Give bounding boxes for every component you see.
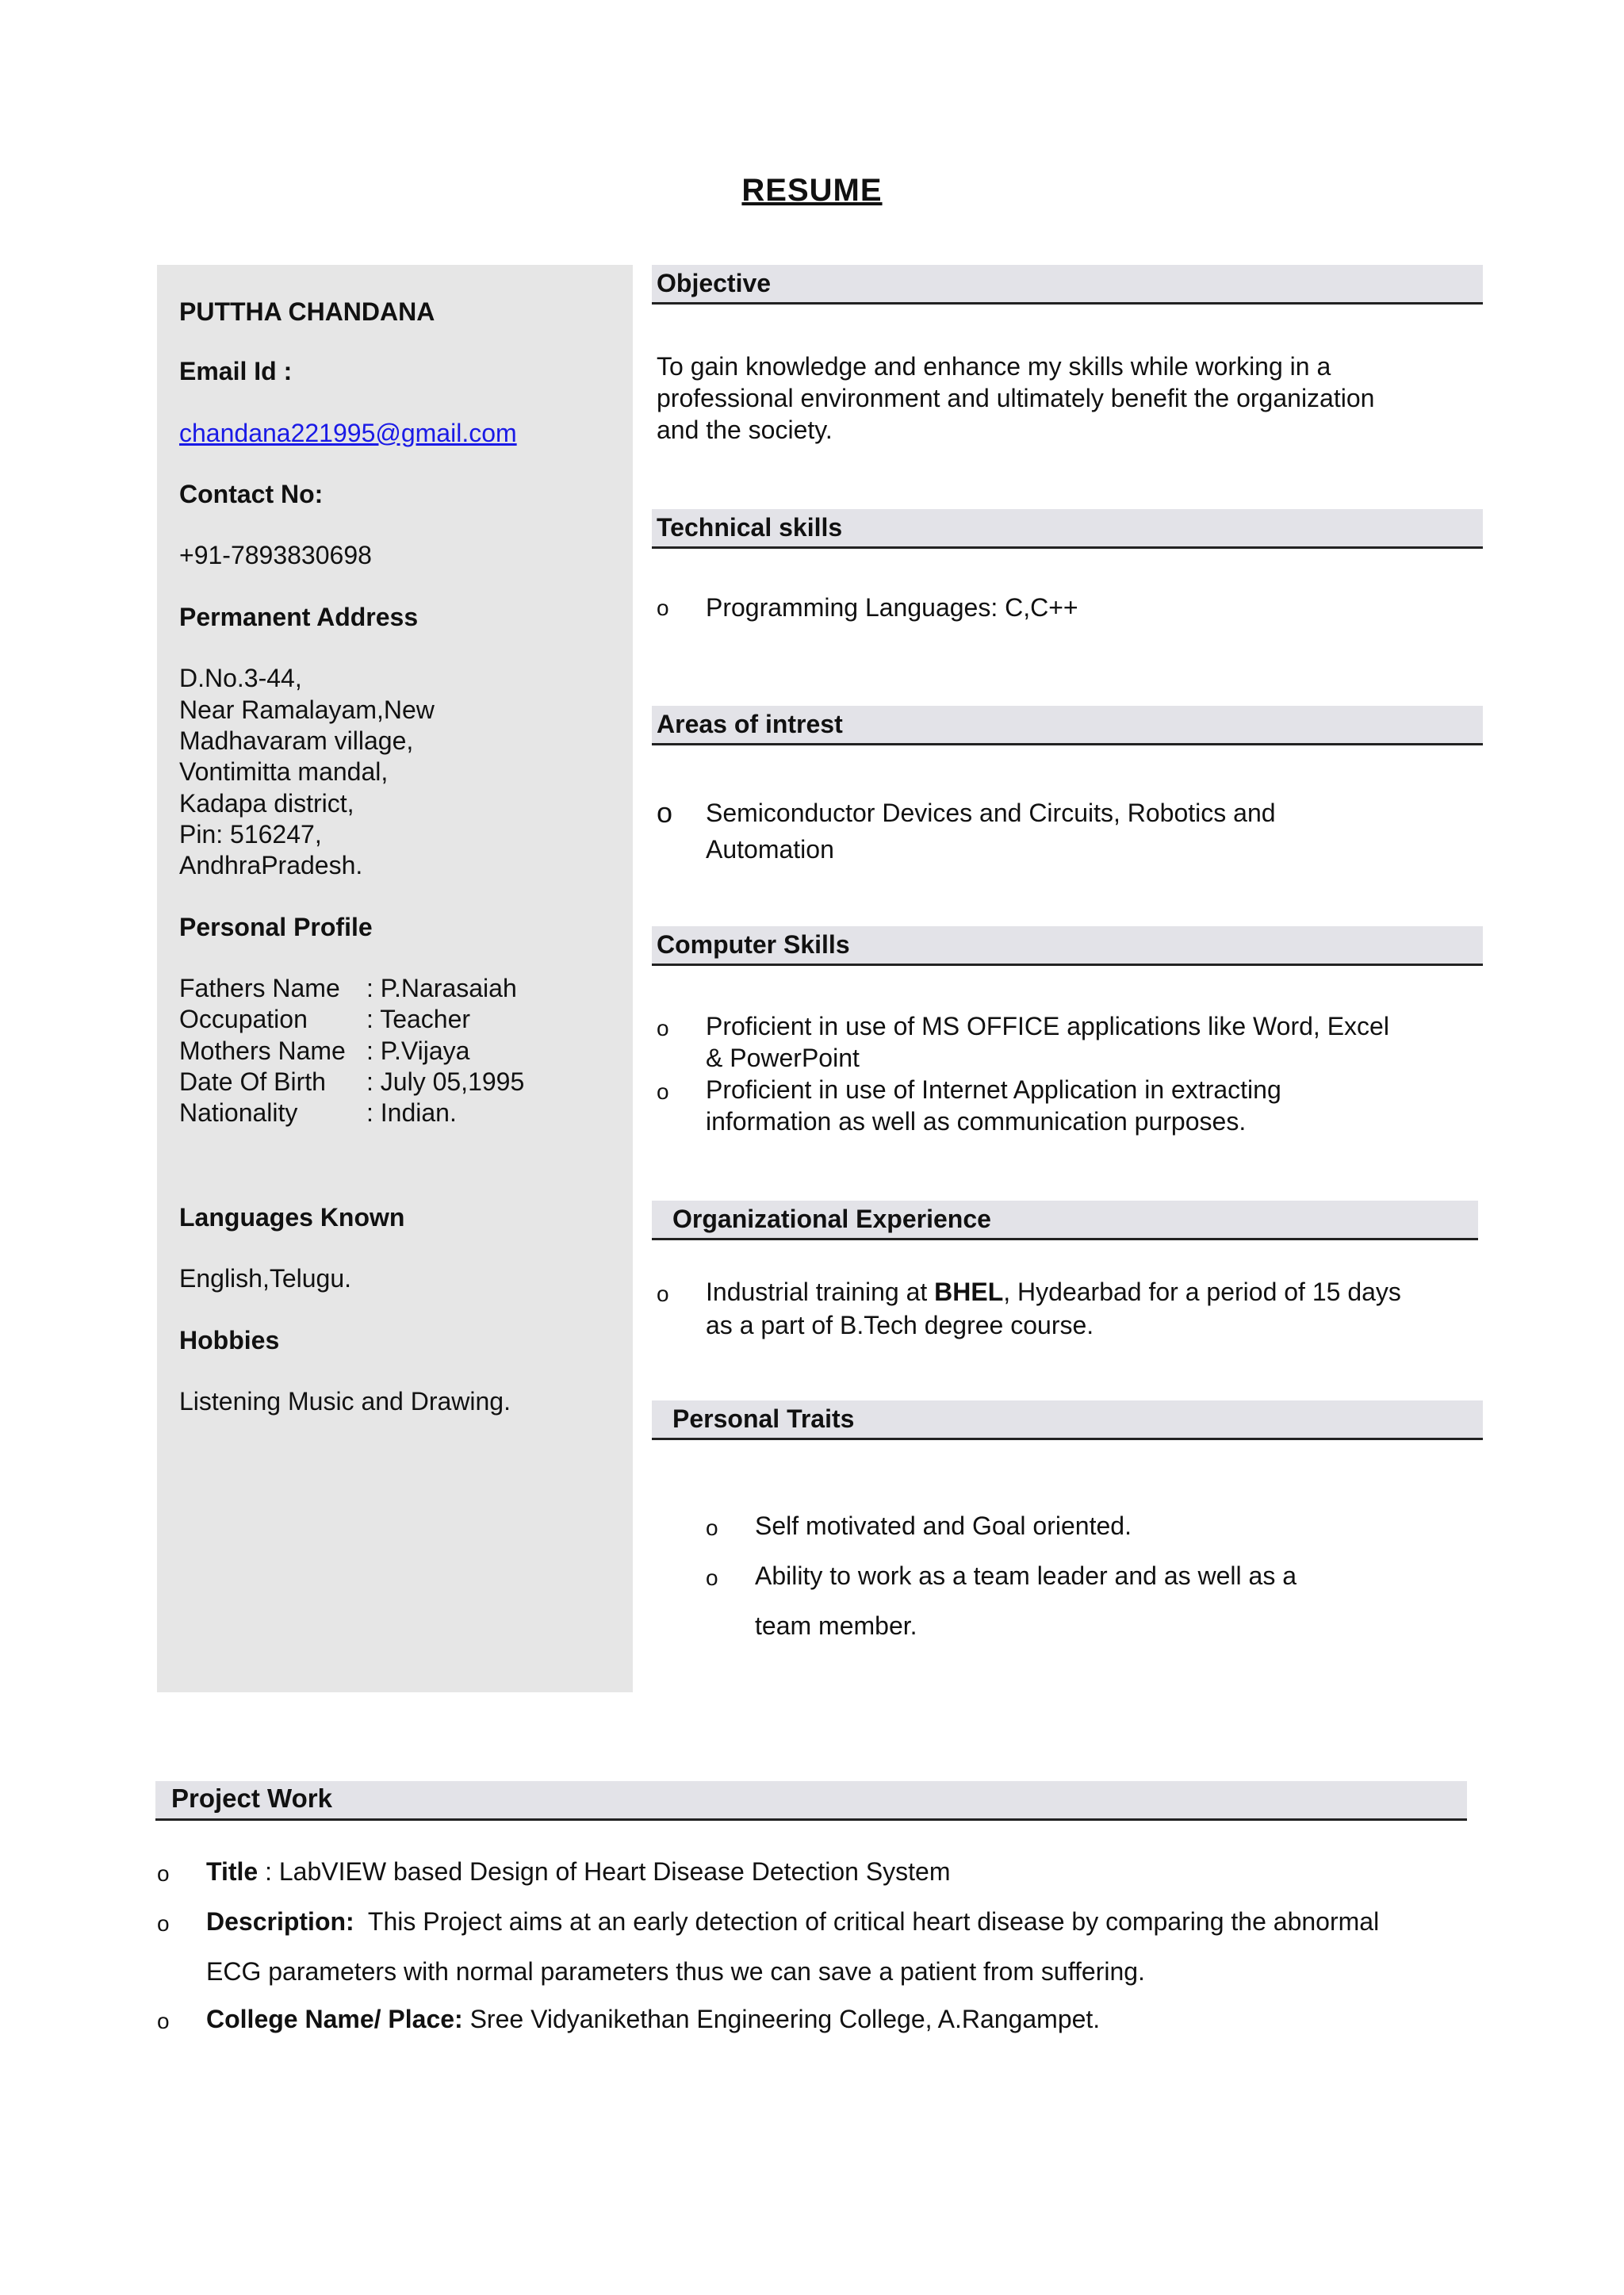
project-label: Description: (206, 1907, 354, 1936)
list-item-text (706, 795, 1276, 868)
list-item (657, 592, 1457, 623)
objective-text (657, 351, 1450, 446)
profile-value: : Teacher (366, 1005, 471, 1034)
objective-line: and the society. (657, 416, 833, 444)
experience-list (657, 1275, 1457, 1342)
hobbies-value: Listening Music and Drawing. (179, 1386, 511, 1416)
experience-company: BHEL (934, 1278, 1004, 1306)
project-text: LabVIEW based Design of Heart Disease Detection System (278, 1857, 951, 1886)
list-item (157, 1948, 1505, 1995)
list-item (706, 1602, 1507, 1649)
list-item-text: Ability to work as a team leader and as well as a (755, 1561, 1297, 1590)
traits-list (706, 1502, 1507, 1649)
email-link[interactable]: chandana221995@gmail.com (179, 418, 517, 447)
profile-value: : July 05,1995 (366, 1067, 525, 1097)
bullet-icon: o (657, 1282, 669, 1306)
list-item-text: Programming Languages: C,C++ (706, 593, 1078, 622)
bullet-icon: o (706, 1565, 718, 1590)
address-line: Vontimitta mandal, (179, 757, 389, 787)
experience-text: as a part of B.Tech degree course. (706, 1311, 1094, 1339)
profile-row (179, 1036, 611, 1067)
project-sep (463, 2005, 470, 2033)
profile-value: : P.Narasaiah (366, 974, 517, 1003)
profile-key: Mothers Name (179, 1036, 346, 1065)
project-sep (354, 1907, 368, 1936)
contact-number: +91-7893830698 (179, 541, 372, 570)
computer-line: Proficient in use of Internet Application in extracting (706, 1075, 1281, 1104)
address-block (179, 663, 611, 882)
profile-key: Date Of Birth (179, 1067, 326, 1097)
technical-list (657, 592, 1457, 623)
list-item-text (706, 1275, 1401, 1342)
address-line: D.No.3-44, (179, 664, 302, 693)
bullet-icon: o (657, 1016, 669, 1040)
list-item (157, 1848, 1505, 1898)
computer-line: Proficient in use of MS OFFICE applications like Word, Excel (706, 1012, 1389, 1040)
bullet-spacer (157, 1948, 206, 1995)
list-item (657, 1275, 1457, 1342)
experience-text: Industrial training at (706, 1278, 935, 1306)
experience-text: , Hydearbad for a period of 15 days (1003, 1278, 1401, 1306)
list-item (657, 1010, 1457, 1074)
list-item-text (706, 1074, 1281, 1137)
project-text: This Project aims at an early detection of critical heart disease by comparing the abnormal (367, 1907, 1380, 1936)
languages-label: Languages Known (179, 1202, 405, 1232)
profile-row (179, 1067, 611, 1098)
bullet-icon: o (157, 1911, 170, 1936)
address-line: Kadapa district, (179, 788, 354, 818)
project-label: College Name/ Place: (206, 2005, 463, 2033)
list-item (657, 1074, 1457, 1137)
address-label: Permanent Address (179, 602, 419, 631)
list-item-text (206, 1848, 951, 1898)
sidebar (157, 265, 633, 1692)
profile-value: : Indian. (366, 1098, 457, 1128)
bullet-icon: o (657, 796, 673, 829)
experience-heading: Organizational Experience (652, 1201, 1478, 1240)
profile-row (179, 1004, 611, 1035)
address-line: Madhavaram village, (179, 726, 414, 755)
project-label: Title (206, 1857, 259, 1886)
languages-value: English,Telugu. (179, 1264, 352, 1293)
project-list (157, 1848, 1505, 2045)
list-item (157, 1995, 1505, 2045)
profile-row (179, 1098, 611, 1128)
list-item-text: ECG parameters with normal parameters thus we can save a patient from suffering. (206, 1957, 1145, 1986)
list-item (706, 1502, 1507, 1552)
list-item-text (706, 1010, 1389, 1074)
objective-line: professional environment and ultimately benefit the organization (657, 384, 1375, 412)
list-item-text: team member. (755, 1611, 917, 1640)
email-label: Email Id : (179, 357, 293, 386)
contact-label: Contact No: (179, 480, 324, 509)
project-heading: Project Work (155, 1781, 1467, 1821)
areas-line: Semiconductor Devices and Circuits, Robotics and (706, 799, 1276, 827)
profile-label: Personal Profile (179, 912, 373, 941)
profile-value: : P.Vijaya (366, 1036, 470, 1065)
profile-block (179, 973, 611, 1129)
areas-list (657, 795, 1457, 868)
bullet-icon: o (706, 1515, 718, 1540)
technical-heading: Technical skills (652, 509, 1483, 549)
profile-row (179, 973, 611, 1004)
candidate-name: PUTTHA CHANDANA (179, 297, 435, 326)
bullet-icon: o (657, 1079, 669, 1104)
project-text: Sree Vidyanikethan Engineering College, A.Rangampet. (469, 2005, 1101, 2033)
project-sep: : (258, 1857, 279, 1886)
computer-heading: Computer Skills (652, 926, 1483, 966)
areas-line: Automation (706, 835, 834, 864)
computer-line: information as well as communication purposes. (706, 1107, 1247, 1136)
bullet-icon: o (157, 1861, 170, 1886)
page-title: RESUME (741, 173, 883, 208)
bullet-spacer (706, 1602, 755, 1649)
address-line: AndhraPradesh. (179, 851, 363, 880)
objective-line: To gain knowledge and enhance my skills while working in a (657, 352, 1331, 381)
list-item (157, 1898, 1505, 1948)
areas-heading: Areas of intrest (652, 706, 1483, 745)
computer-line: & PowerPoint (706, 1044, 860, 1072)
bullet-icon: o (157, 2009, 170, 2033)
objective-heading: Objective (652, 265, 1483, 305)
hobbies-label: Hobbies (179, 1325, 280, 1354)
bullet-icon: o (657, 596, 669, 620)
traits-heading: Personal Traits (652, 1400, 1483, 1440)
profile-key: Occupation (179, 1005, 308, 1034)
computer-list (657, 1010, 1457, 1137)
list-item-text (206, 1898, 1379, 1948)
address-line: Pin: 516247, (179, 819, 322, 849)
list-item (706, 1552, 1507, 1602)
list-item (657, 795, 1457, 868)
spacer (179, 1159, 611, 1202)
profile-key: Fathers Name (179, 974, 340, 1003)
profile-key: Nationality (179, 1098, 298, 1128)
list-item-text: Self motivated and Goal oriented. (755, 1511, 1132, 1540)
list-item-text (206, 1995, 1100, 2045)
address-line: Near Ramalayam,New (179, 695, 435, 724)
